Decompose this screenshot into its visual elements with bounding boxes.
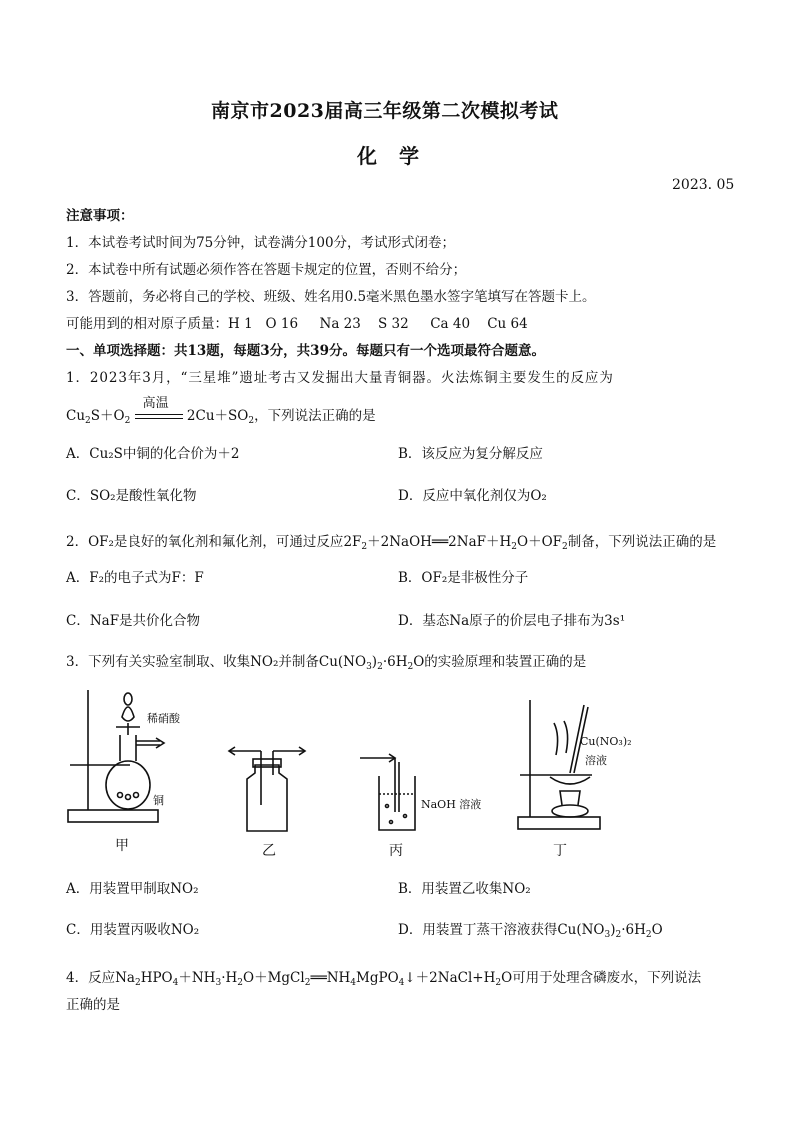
exam-date: 2023. 05 xyxy=(672,177,735,193)
q3-option-d-formula: $Cu(NO_3)_2\cdot 6H_2O$ xyxy=(557,922,663,940)
notice-item-3: 3．答题前，务必将自己的学校、班级、姓名用0.5毫米黑色墨水签字笔填写在答题卡上。 xyxy=(66,289,596,305)
q2-equation: $2F_2+2NaOH══2NaF+H_2O+OF_2$ xyxy=(343,534,568,552)
q3-option-d[interactable] xyxy=(398,918,663,938)
q4-equation: $Na_2HPO_4+NH_3\cdot H_2O+MgCl_2══NH_4MgPO_4↓+2NaCl+H_2O$ xyxy=(115,970,513,988)
q2-stem-post: 制备，下列说法正确的是 xyxy=(567,534,717,550)
q3-stem-pre: 3．下列有关实验室制取、收集NO₂并制备 xyxy=(66,654,319,670)
apparatus-ding xyxy=(510,695,630,835)
q3-stem xyxy=(66,650,586,670)
q2-option-c[interactable]: C．NaF是共价化合物 xyxy=(66,613,201,629)
q1-equation: $Cu_2S+O_2$ 高温 $2Cu+SO_2$，下列说法正确的是 xyxy=(66,404,376,424)
q4-stem-pre: 4．反应 xyxy=(66,970,116,986)
exam-title: 南京市2023届高三年级第二次模拟考试 xyxy=(211,100,559,122)
label-jia: 甲 xyxy=(115,838,129,854)
q3-option-d-pre: D．用装置丁蒸干溶液获得 xyxy=(398,922,558,938)
atomic-masses: 可能用到的相对原子质量：H 1 O 16 Na 23 S 32 Ca 40 Cu 64 xyxy=(66,316,528,332)
q1-option-a[interactable]: A．Cu₂S中铜的化合价为＋2 xyxy=(66,446,240,462)
notice-heading: 注意事项： xyxy=(66,208,134,224)
q3-formula: $Cu(NO_3)_2\cdot 6H_2O$ xyxy=(318,654,425,672)
label-ding: 丁 xyxy=(553,843,567,859)
q1-option-c[interactable]: C．SO₂是酸性氧化物 xyxy=(66,488,197,504)
q1-stem-tail: ，下列说法正确的是 xyxy=(254,408,376,424)
q1-stem: 1．2023年3月，“三星堆”遗址考古又发掘出大量青铜器。火法炼铜主要发生的反应为 xyxy=(66,370,614,386)
q3-option-b[interactable]: B．用装置乙收集NO₂ xyxy=(398,881,531,897)
q4-stem-post: 可用于处理含磷废水，下列说法 xyxy=(512,970,702,986)
apparatus-yi xyxy=(225,745,315,835)
label-bing: 丙 xyxy=(389,843,403,859)
label-cuno3: Cu(NO₃)₂ xyxy=(580,735,632,748)
subject-title: 化学 xyxy=(357,144,441,168)
q2-option-a[interactable]: A．F₂的电子式为F：F xyxy=(66,570,204,586)
q2-option-b[interactable]: B．OF₂是非极性分子 xyxy=(398,570,529,586)
apparatus-jia xyxy=(60,685,180,835)
label-acid: 稀硝酸 xyxy=(147,712,180,725)
q2-option-d[interactable]: D．基态Na原子的价层电子排布为3s¹ xyxy=(398,613,626,629)
apparatus-bing xyxy=(355,750,475,835)
q1-condition: 高温 xyxy=(142,395,169,411)
q2-stem-pre: 2．OF₂是良好的氧化剂和氟化剂，可通过反应 xyxy=(66,534,344,550)
q2-stem xyxy=(66,530,716,550)
label-yi: 乙 xyxy=(262,843,276,859)
q3-option-c[interactable]: C．用装置丙吸收NO₂ xyxy=(66,922,200,938)
q1-option-b[interactable]: B．该反应为复分解反应 xyxy=(398,446,543,462)
label-naoh: NaOH 溶液 xyxy=(421,798,482,811)
notice-item-2: 2．本试卷中所有试题必须作答在答题卡规定的位置，否则不给分； xyxy=(66,262,467,278)
q1-option-d[interactable]: D．反应中氧化剂仅为O₂ xyxy=(398,488,547,504)
q4-stem xyxy=(66,966,701,986)
label-copper: 铜 xyxy=(153,794,164,807)
q4-stem-line2: 正确的是 xyxy=(66,997,120,1013)
q3-stem-post: 的实验原理和装置正确的是 xyxy=(424,654,587,670)
notice-item-1: 1．本试卷考试时间为75分钟，试卷满分100分，考试形式闭卷； xyxy=(66,235,456,251)
q3-option-a[interactable]: A．用装置甲制取NO₂ xyxy=(66,881,199,897)
section-heading: 一、单项选择题：共13题，每题3分，共39分。每题只有一个选项最符合题意。 xyxy=(66,343,545,359)
label-solution: 溶液 xyxy=(585,754,607,767)
